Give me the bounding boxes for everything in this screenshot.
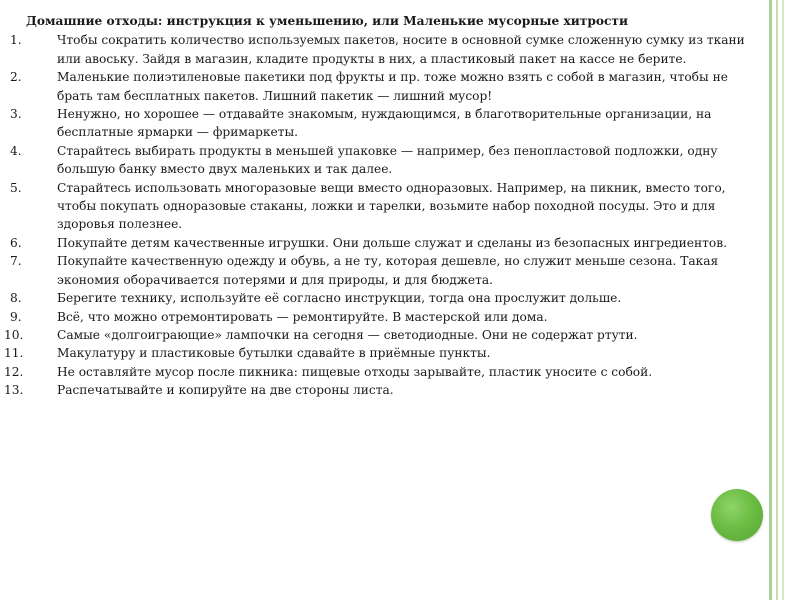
- list-item-number: 13.: [4, 383, 24, 398]
- slide-title: Домашние отходы: инструкция к уменьшению, или Маленькие мусорные хитрости: [26, 14, 628, 28]
- list-item-text: Чтобы сократить количество используемых пакетов, носите в основной сумке сложенную сумку из ткани или авоську. Зайдя в магазин, кладите продукты в них, а пластиковый пакет на кассе не берите.: [57, 33, 745, 66]
- list-item-text: Покупайте качественную одежду и обувь, а не ту, которая дешевле, но служит меньше сезона. Такая экономия оборачивается потерями и для природы, и для бюджета.: [57, 254, 719, 287]
- list-item-number: 12.: [4, 364, 24, 379]
- slide-content: [0, 12, 770, 400]
- green-circle-decoration: [711, 489, 763, 541]
- list-item-number: 6.: [10, 235, 22, 250]
- list-item-text: Всё, что можно отремонтировать — ремонтируйте. В мастерской или дома.: [57, 309, 548, 324]
- list-item-number: 4.: [10, 143, 22, 158]
- list-item-number: 3.: [10, 107, 22, 122]
- list-item-number: 5.: [10, 180, 22, 195]
- list-item-text: Берегите технику, используйте её согласно инструкции, тогда она прослужит дольше.: [57, 291, 622, 306]
- list-item: [0, 234, 770, 252]
- list-item-text: Не оставляйте мусор после пикника: пищевые отходы зарывайте, пластик уносите с собой.: [57, 364, 653, 379]
- list-item: [0, 31, 770, 68]
- list-item-number: 10.: [4, 327, 24, 342]
- list-item-number: 2.: [10, 70, 22, 85]
- list-item-text: Маленькие полиэтиленовые пакетики под фрукты и пр. тоже можно взять с собой в магазин, чтобы не брать там бесплатных пакетов. Лишний пакетик — лишний мусор!: [57, 70, 728, 103]
- list-item: [0, 68, 770, 105]
- list-item-number: 7.: [10, 254, 22, 269]
- list-item: [0, 252, 770, 289]
- list-item-text: Старайтесь выбирать продукты в меньшей упаковке — например, без пенопластовой подложки, одну большую банку вместо двух маленьких и так далее.: [57, 143, 718, 177]
- list-item-number: 9.: [10, 309, 22, 324]
- list-item-text: Распечатывайте и копируйте на две стороны листа.: [57, 383, 394, 398]
- list-item-number: 11.: [4, 346, 24, 361]
- list-item: [0, 344, 770, 362]
- list-item-number: 8.: [10, 291, 22, 306]
- list-item: [0, 363, 770, 381]
- list-item: [0, 179, 770, 234]
- list-item: [0, 142, 770, 179]
- list-item: [0, 326, 770, 344]
- decorative-vertical-rule: [776, 0, 778, 600]
- list-item-number: 1.: [10, 33, 22, 48]
- list-item-text: Самые «долгоиграющие» лампочки на сегодня — светодиодные. Они не содержат ртути.: [57, 327, 638, 342]
- tips-list: [0, 31, 770, 399]
- list-item: [0, 105, 770, 142]
- list-item-text: Покупайте детям качественные игрушки. Они дольше служат и сделаны из безопасных ингредиентов.: [57, 235, 727, 250]
- decorative-vertical-rule: [782, 0, 784, 600]
- list-item: [0, 381, 770, 399]
- list-item-text: Старайтесь использовать многоразовые вещи вместо одноразовых. Например, на пикник, вместо того, чтобы покупать одноразовые стаканы, ложки и тарелки, возьмите набор походной посуды. Это и для здоровья полезнее.: [57, 180, 726, 232]
- list-item-text: Ненужно, но хорошее — отдавайте знакомым, нуждающимся, в благотворительные организации, на бесплатные ярмарки — фримаркеты.: [57, 107, 712, 140]
- list-item-text: Макулатуру и пластиковые бутылки сдавайте в приёмные пункты.: [57, 346, 491, 361]
- list-item: [0, 308, 770, 326]
- list-item: [0, 289, 770, 307]
